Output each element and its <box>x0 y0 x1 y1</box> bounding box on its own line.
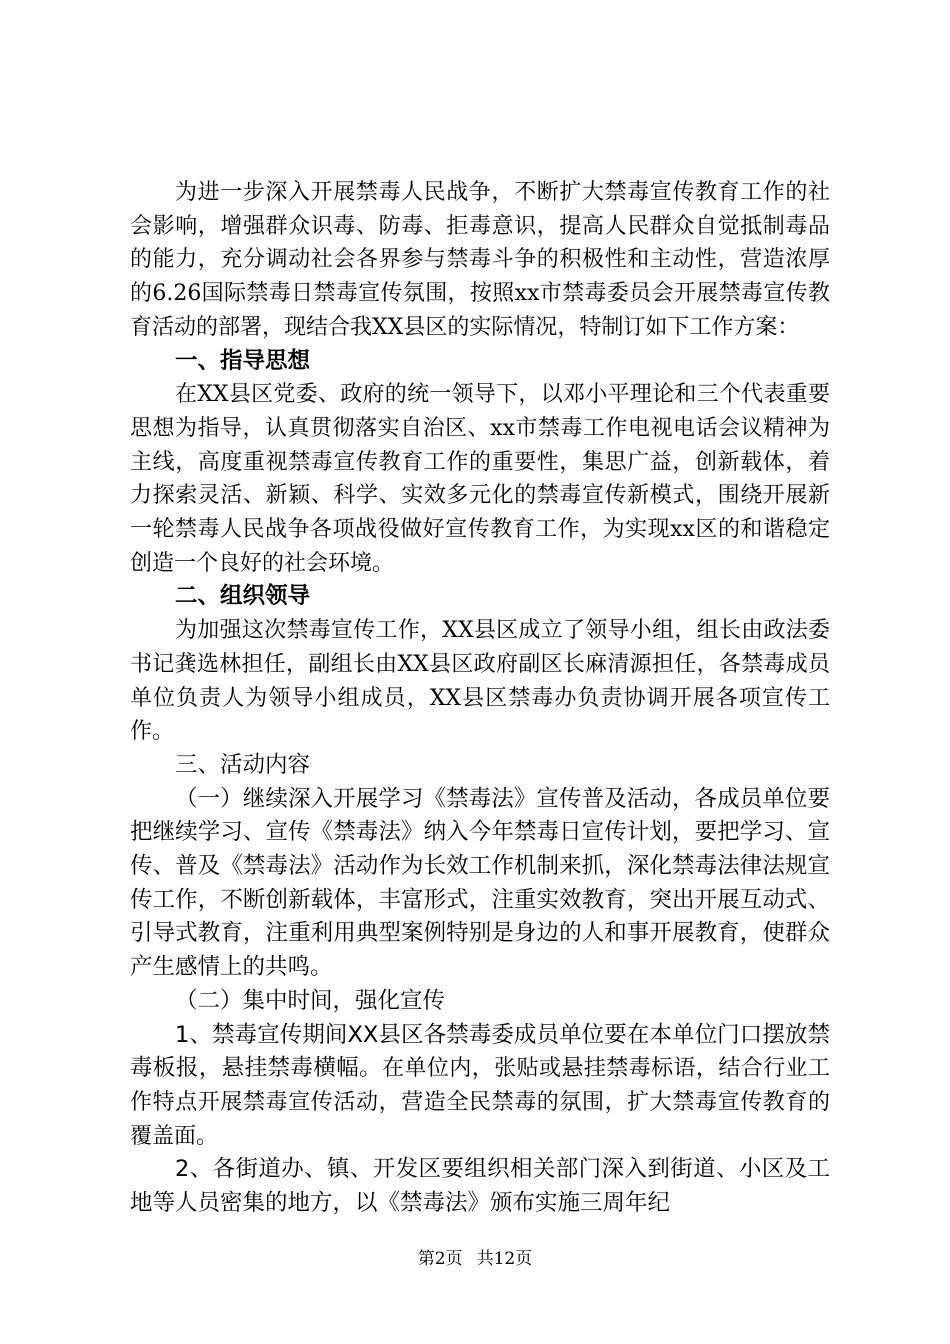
section3-point1-lead: 1、禁毒宣传期间XX县区各禁毒委成员单位要在本单位门口摆放禁毒板报，悬挂禁毒横幅。 <box>130 1021 830 1082</box>
section3-point2: 2、各街道办、镇、开发区要组织相关部门深入到街道、小区及工地等人员密集的地方，以《禁毒法》颁布实施三周年纪 <box>130 1156 830 1217</box>
section1-heading: 一、指导思想 <box>175 347 311 374</box>
section3-item2-heading: （二）集中时间，强化宣传 <box>175 987 446 1014</box>
section3-heading: 三、活动内容 <box>175 751 311 778</box>
document-body <box>130 176 830 1221</box>
page-footer <box>0 1244 950 1269</box>
page-total: 共12页 <box>476 1249 533 1269</box>
section3-point1 <box>130 1019 830 1154</box>
page-number: 第2页 <box>417 1249 463 1269</box>
section1-paragraph: 在XX县区党委、政府的统一领导下，以邓小平理论和三个代表重要思想为指导，认真贯彻落实自治区、xx市禁毒工作电视电话会议精神为主线，高度重视禁毒宣传教育工作的重要性，集思广益，创新载体，着力探索灵活、新颖、科学、实效多元化的禁毒宣传新模式，围绕开展新一轮禁毒人民战争各项战役做好宣传教育工作，为实现xx区的和谐稳定创造一个良好的社会环境。 <box>130 382 830 576</box>
section2-heading: 二、组织领导 <box>175 583 311 610</box>
section2-paragraph: 为加强这次禁毒宣传工作，XX县区成立了领导小组，组长由政法委书记龚选林担任，副组长由XX县区政府副区长麻清源担任，各禁毒成员单位负责人为领导小组成员，XX县区禁毒办负责协调开展各项宣传工作。 <box>130 618 830 745</box>
section3-point1-rest: 在单位内，张贴或悬挂禁毒标语，结合行业工作特点开展禁毒宣传活动，营造全民禁毒的氛围，扩大禁毒宣传教育的覆盖面。 <box>130 1056 830 1149</box>
section3-item1: （一）继续深入开展学习《禁毒法》宣传普及活动，各成员单位要把继续学习、宣传《禁毒法》纳入今年禁毒日宣传计划，要把学习、宣传、普及《禁毒法》活动作为长效工作机制来抓，深化禁毒法律法规宣传工作，不断创新载体，丰富形式，注重实效教育，突出开展互动式、引导式教育，注重利用典型案例特别是身边的人和事开展教育，使群众产生感情上的共鸣。 <box>130 785 830 981</box>
intro-paragraph: 为进一步深入开展禁毒人民战争，不断扩大禁毒宣传教育工作的社会影响，增强群众识毒、防毒、拒毒意识，提高人民群众自觉抵制毒品的能力，充分调动社会各界参与禁毒斗争的积极性和主动性，营造浓厚的6.26国际禁毒日禁毒宣传氛围，按照xx市禁毒委员会开展禁毒宣传教育活动的部署，现结合我XX县区的实际情况，特制订如下工作方案： <box>130 180 830 340</box>
